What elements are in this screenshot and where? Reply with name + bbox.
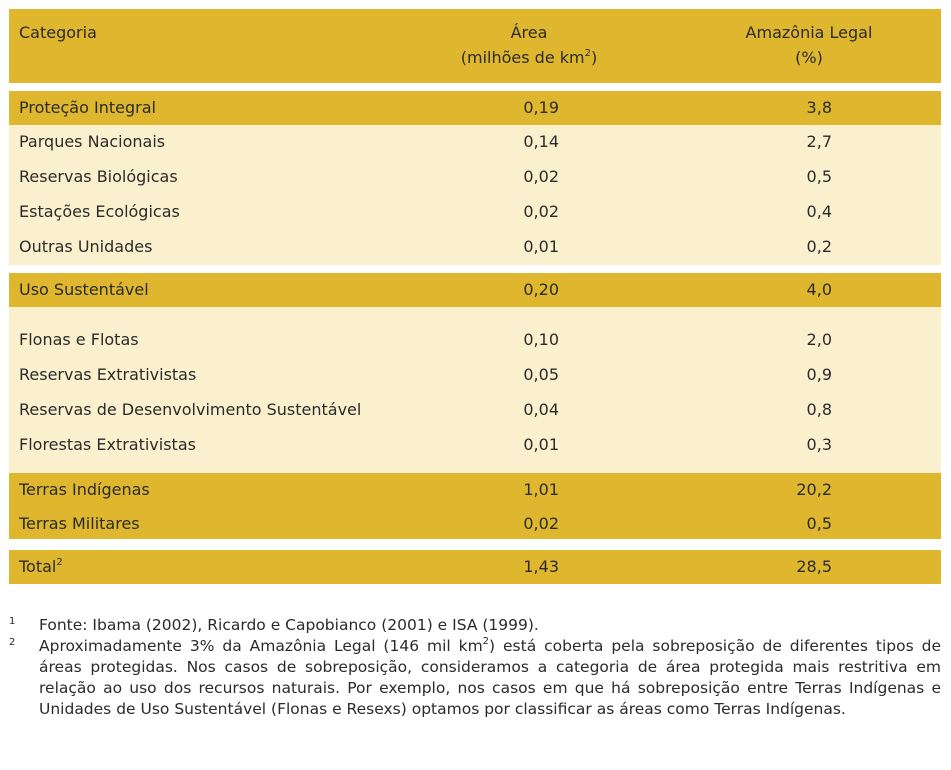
row-area: 0,19 — [523, 98, 559, 117]
row-area: 0,02 — [523, 514, 559, 533]
row-area: 0,04 — [523, 400, 559, 419]
row-label: Outras Unidades — [19, 237, 153, 256]
table-row-protecao-integral — [9, 91, 941, 125]
footnote-2-sup: 2 — [482, 635, 490, 647]
row-label — [19, 557, 63, 577]
header-area — [429, 23, 629, 68]
row-label: Florestas Extrativistas — [19, 435, 196, 454]
row-label: Reservas de Desenvolvimento Sustentável — [19, 400, 362, 419]
header-legal — [709, 23, 909, 68]
footnote-2-text — [39, 636, 941, 720]
table-header — [9, 9, 941, 83]
row-pct: 0,5 — [806, 167, 832, 186]
header-category: Categoria — [19, 23, 97, 42]
row-pct: 0,2 — [806, 237, 832, 256]
footnote-1-text: Fonte: Ibama (2002), Ricardo e Capobianco (2001) e ISA (1999). — [39, 616, 539, 634]
row-pct: 20,2 — [796, 480, 832, 499]
footnote-2-text-b: ) está coberta pela sobreposição de diferentes tipos de áreas protegidas. Nos casos de sobreposição, consideramos a categoria de área protegida mais restritiva em relação ao uso dos recursos naturais. Por exemplo, nos casos em que há sobreposição entre Terras Indígenas e Unidades de Uso Sustentável (Flonas e Resexs) optamos por classificar as áreas como Terras Indígenas. — [39, 637, 941, 718]
header-area-sup: 2 — [584, 47, 591, 59]
header-legal-line1: Amazônia Legal — [745, 23, 873, 42]
row-area: 0,20 — [523, 280, 559, 299]
row-pct: 28,5 — [796, 557, 832, 576]
row-area: 0,02 — [523, 167, 559, 186]
row-area: 1,43 — [523, 557, 559, 576]
footnote-2 — [9, 636, 941, 720]
table-row-uso-sustentavel — [9, 273, 941, 307]
row-area: 0,01 — [523, 237, 559, 256]
row-pct: 4,0 — [806, 280, 832, 299]
row-pct: 3,8 — [806, 98, 832, 117]
footnotes — [9, 615, 941, 720]
row-label: Uso Sustentável — [19, 280, 149, 299]
row-label: Estações Ecológicas — [19, 202, 180, 221]
spacer — [9, 83, 941, 91]
table-row-parques — [9, 125, 941, 160]
row-area: 0,01 — [523, 435, 559, 454]
total-footnote-mark: 2 — [56, 556, 63, 568]
spacer — [9, 265, 941, 273]
row-label: Proteção Integral — [19, 98, 156, 117]
footnote-1-mark: 1 — [9, 616, 16, 627]
row-label: Flonas e Flotas — [19, 330, 139, 349]
header-area-unit: (milhões de km — [460, 48, 585, 67]
row-pct: 0,3 — [806, 435, 832, 454]
footnote-2-text-a: Aproximadamente 3% da Amazônia Legal (146 mil km — [39, 637, 483, 655]
row-label: Terras Indígenas — [19, 480, 150, 499]
footnote-2-mark: 2 — [9, 637, 16, 648]
spacer — [9, 463, 941, 473]
row-pct: 0,5 — [806, 514, 832, 533]
row-pct: 0,8 — [806, 400, 832, 419]
spacer — [9, 539, 941, 550]
row-area: 0,05 — [523, 365, 559, 384]
table-row-reservas-biologicas — [9, 160, 941, 195]
header-area-close: ) — [590, 48, 598, 67]
header-area-line1: Área — [510, 23, 548, 42]
footnote-1 — [9, 615, 941, 636]
table-row-total — [9, 550, 941, 584]
row-label: Reservas Extrativistas — [19, 365, 197, 384]
table-row-florestas — [9, 428, 941, 463]
row-label: Parques Nacionais — [19, 132, 166, 151]
table-row-terras-indigenas — [9, 473, 941, 508]
spacer — [9, 307, 941, 323]
table-row-reservas-desenvolvimento — [9, 393, 941, 428]
row-pct: 0,4 — [806, 202, 832, 221]
table-row-estacoes — [9, 195, 941, 230]
row-label: Reservas Biológicas — [19, 167, 178, 186]
table-row-terras-militares — [9, 508, 941, 539]
header-legal-line2: (%) — [795, 48, 823, 67]
row-pct: 2,7 — [806, 132, 832, 151]
row-pct: 0,9 — [806, 365, 832, 384]
header-area-line2 — [429, 48, 629, 68]
row-area: 0,14 — [523, 132, 559, 151]
row-area: 1,01 — [523, 480, 559, 499]
table-row-flonas — [9, 323, 941, 358]
table-row-reservas-extrativistas — [9, 358, 941, 393]
table-row-outras — [9, 230, 941, 265]
row-area: 0,02 — [523, 202, 559, 221]
row-label: Terras Militares — [19, 514, 140, 533]
row-area: 0,10 — [523, 330, 559, 349]
row-pct: 2,0 — [806, 330, 832, 349]
protected-areas-table — [9, 9, 941, 584]
total-label: Total — [19, 557, 57, 576]
